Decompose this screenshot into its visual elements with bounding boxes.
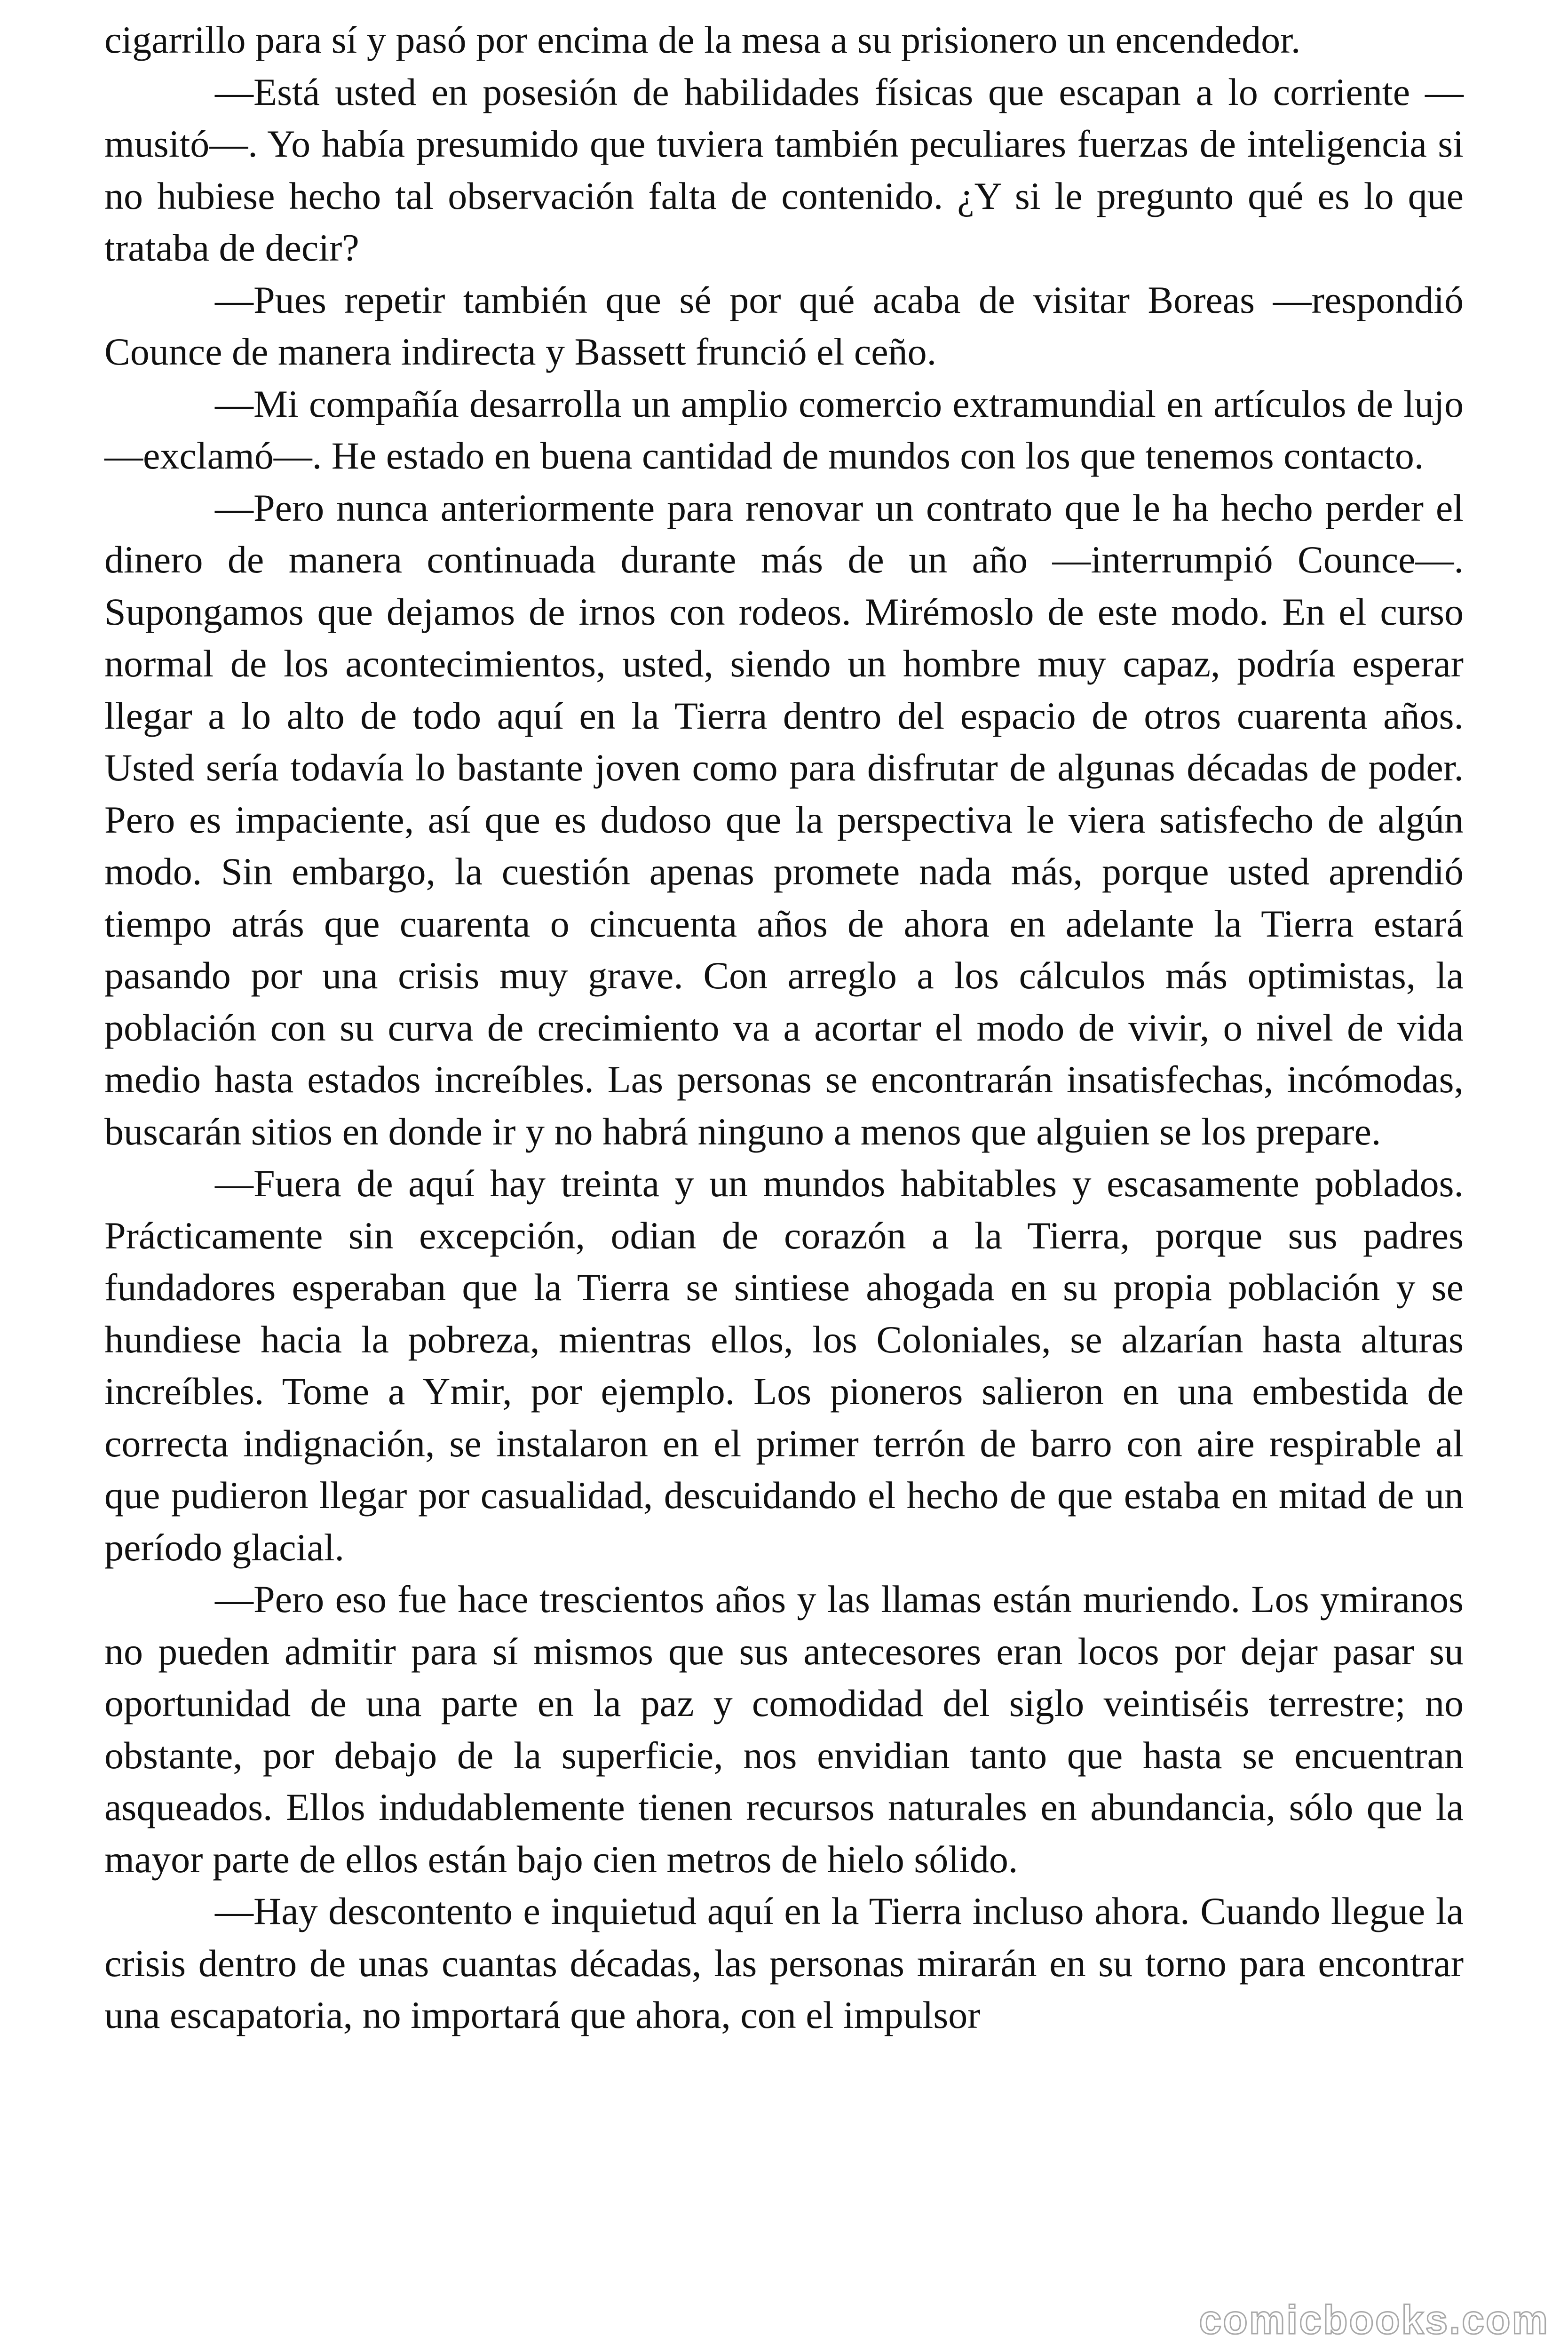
- paragraph-continuation: cigarrillo para sí y pasó por encima de la mesa a su prisionero un encendedor.: [104, 18, 1301, 61]
- paragraph-truncated: —Hay descontento e inquietud aquí en la Tierra incluso ahora. Cuando llegue la crisis dentro de unas cuantas décadas, las personas mirarán en su torno para encontrar una escapatoria, no importará que ahora, con el impulsor: [104, 1890, 1464, 2036]
- paragraph: —Pero eso fue hace trescientos años y las llamas están muriendo. Los ymiranos no pueden admitir para sí mismos que sus antecesores eran locos por dejar pasar su oportunidad de una parte en la paz y comodidad del siglo veintiséis terrestre; no obstante, por debajo de la superficie, nos envidian tanto que hasta se encuentran asqueados. Ellos indudablemente tienen recursos naturales en abundancia, sólo que la mayor parte de ellos están bajo cien metros de hielo sólido.: [104, 1578, 1464, 1881]
- watermark: comicbooks.com: [1199, 2297, 1549, 2343]
- document-body: [104, 14, 1464, 2042]
- paragraph: —Pues repetir también que sé por qué acaba de visitar Boreas —respondió Counce de manera indirecta y Bassett frunció el ceño.: [104, 278, 1464, 373]
- paragraph: —Fuera de aquí hay treinta y un mundos habitables y escasamente poblados. Prácticamente sin excepción, odian de corazón a la Tierra, porque sus padres fundadores esperaban que la Tierra se sintiese ahogada en su propia población y se hundiese hacia la pobreza, mientras ellos, los Coloniales, se alzarían hasta alturas increíbles. Tome a Ymir, por ejemplo. Los pioneros salieron en una embestida de correcta indignación, se instalaron en el primer terrón de barro con aire respirable al que pudieron llegar por casualidad, descuidando el hecho de que estaba en mitad de un período glacial.: [104, 1162, 1464, 1569]
- paragraph: —Está usted en posesión de habilidades físicas que escapan a lo corriente —musitó—. Yo había presumido que tuviera también peculiares fuerzas de inteligencia si no hubiese hecho tal observación falta de contenido. ¿Y si le pregunto qué es lo que trataba de decir?: [104, 70, 1464, 269]
- paragraph: —Mi compañía desarrolla un amplio comercio extramundial en artículos de lujo —exclamó—. He estado en buena cantidad de mundos con los que tenemos contacto.: [104, 382, 1464, 477]
- paragraph: —Pero nunca anteriormente para renovar un contrato que le ha hecho perder el dinero de manera continuada durante más de un año —interrumpió Counce—. Supongamos que dejamos de irnos con rodeos. Mirémoslo de este modo. En el curso normal de los acontecimientos, usted, siendo un hombre muy capaz, podría esperar llegar a lo alto de todo aquí en la Tierra dentro del espacio de otros cuarenta años. Usted sería todavía lo bastante joven como para disfrutar de algunas décadas de poder. Pero es impaciente, así que es dudoso que la perspectiva le viera satisfecho de algún modo. Sin embargo, la cuestión apenas promete nada más, porque usted aprendió tiempo atrás que cuarenta o cincuenta años de ahora en adelante la Tierra estará pasando por una crisis muy grave. Con arreglo a los cálculos más optimistas, la población con su curva de crecimiento va a acortar el modo de vivir, o nivel de vida medio hasta estados increíbles. Las personas se encontrarán insatisfechas, incómodas, buscarán sitios en donde ir y no habrá ninguno a menos que alguien se los prepare.: [104, 486, 1464, 1153]
